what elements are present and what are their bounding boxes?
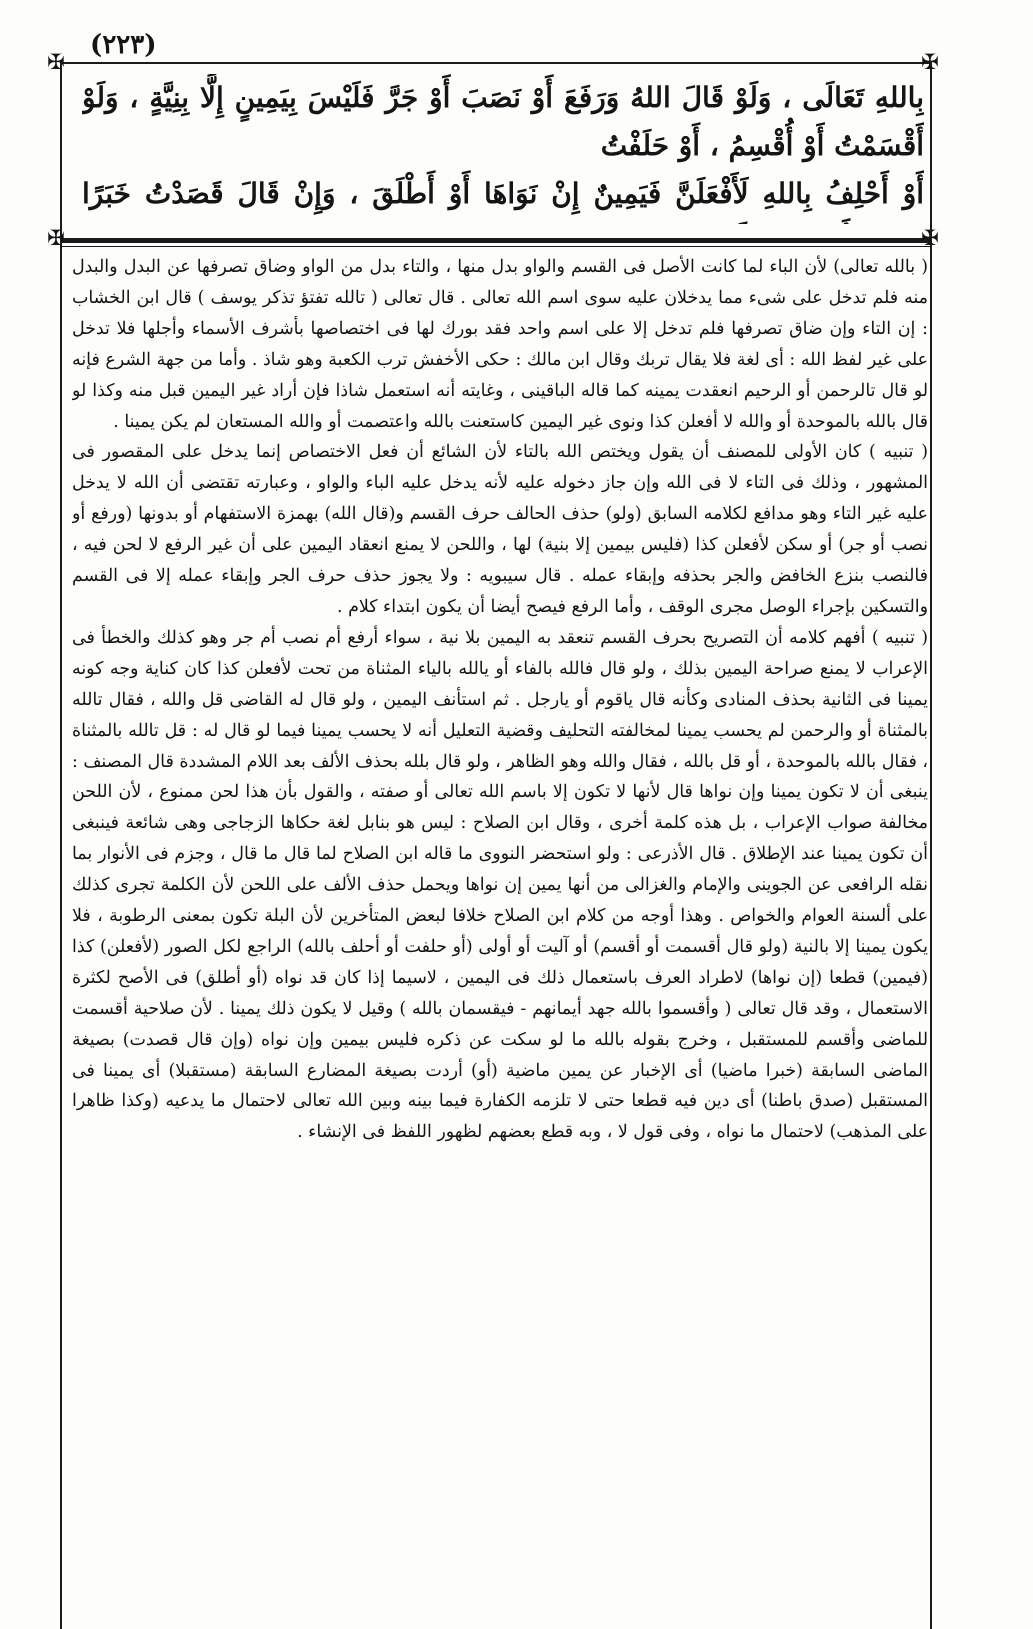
matn-line: أَوْ أَحْلِفُ بِاللهِ لَأَفْعَلَنَّ فَيَمِينٌ إِنْ نَوَاهَا أَوْ أَطْلَقَ ، وَإِنْ قَالَ قَصَدْتُ خَبَرًا — [82, 177, 924, 210]
divider-rule — [60, 238, 932, 243]
frame-left-rule — [60, 62, 62, 1629]
sharh-paragraph: ( تنبيه ) أفهم كلامه أن التصريح بحرف القسم تنعقد به اليمين بلا نية ، سواء أرفع أم نصب أم جر وهو كذلك والخطأ فى الإعراب لا يمنع صراحة اليمين بذلك ، ولو قال فالله بالفاء أو يالله بالياء المثناة من تحت لأفعلن كذا كان كناية وجه كونه يمينا فى الثانية بحذف المنادى وكأنه قال ياقوم أو يارجل . ثم استأنف اليمين ، ولو قال له القاضى قل والله ، فقال تالله بالمثناة أو والرحمن لم يحسب يمينا لمخالفته التحليف وقضية التعليل أنه لا يحسب يمينا فيما لو قال له : قل تالله بالمثناة ، فقال بالله بالموحدة ، أو قل بالله ، فقال والله وهو الظاهر ، ولو قال بلله بحذف الألف بعد اللام المشددة قال المصنف : ينبغى أن لا تكون يمينا وإن نواها قال لأنها لا تكون إلا باسم الله تعالى أو صفته ، والقول بأن هذا لحن ممنوع ، لأن اللحن مخالفة صواب الإعراب ، بل هذه كلمة أخرى ، وقال ابن الصلاح : ليس هو بنابل لغة حكاها الزجاجى وهى شائعة فينبغى أن تكون يمينا عند الإطلاق . قال الأذرعى : ولو استحضر النووى ما قاله ابن الصلاح لما قال ما قال ، وجزم فى الأنوار بما نقله الرافعى عن الجوينى والإمام والغزالى من أنها يمين إن نواها ويحمل حذف الألف على اللحن لأن الكلمة تجرى كذلك على ألسنة العوام والخواص . وهذا أوجه من كلام ابن الصلاح خلافا لبعض المتأخرين لأن البلة تكون بمعنى الرطوبة ، فلا يكون يمينا إلا بالنية (ولو قال أقسمت أو أقسم) أو آليت أو أولى (أو حلفت أو أحلف بالله) الراجع لكل الصور (لأفعلن) كذا (فيمين) قطعا (إن نواها) لاطراد العرف باستعمال ذلك فى اليمين ، لاسيما إذا كان قد نواه (أو أطلق) فى الأصح لكثرة الاستعمال ، وقد قال تعالى ( وأقسموا بالله جهد أيمانهم - فيقسمان بالله ) وقيل لا يكون ذلك يمينا . لأن صلاحية أقسمت للماضى وأقسم للمستقبل ، وخرج بقوله بالله ما لو سكت عن ذكره فليس بيمين وإن نواه (وإن قال قصدت) بصيغة الماضى السابقة (خبرا ماضيا) أى الإخبار عن يمين ماضية (أو) أردت بصيغة المضارع السابقة (مستقبلا) أى يمينا فى المستقبل (صدق باطنا) أى دين فيه قطعا حتى لا تلزمه الكفارة فيما بينه وبين الله تعالى لاحتمال ما يدعيه (وكذا ظاهرا على المذهب) لاحتمال ما نواه ، وفى قول لا ، وبه قطع بعضهم لظهور اللفظ فى الإنشاء . — [72, 627, 928, 1143]
corner-ornament-icon: ✠ — [921, 226, 939, 250]
page-number: (٢٢٣) — [90, 30, 157, 60]
corner-ornament-icon: ✠ — [47, 226, 65, 250]
sharh-paragraph: ( بالله تعالى) لأن الباء لما كانت الأصل فى القسم والواو بدل منها ، والتاء بدل من الواو وضاق تصرفها عن البدل والبدل منه فلم تدخل على شىء مما يدخلان عليه سوى اسم الله تعالى . قال تعالى ( تالله تفتؤ تذكر يوسف ) قال ابن الخشاب : إن التاء وإن ضاق تصرفها فلم تدخل إلا على اسم واحد فقد بورك لها فى اختصاصها بأشرف الأسماء وأجلها فلا تدخل على غير لفظ الله : أى لغة فلا يقال تربك وقال ابن مالك : حكى الأخفش ترب الكعبة وهو شاذ . وأما من جهة الشرع فإنه لو قال تالرحمن أو الرحيم انعقدت يمينه كما قاله الباقينى ، وغايته أنه استعمل شاذا فإن أراد غير اليمين قبل منه وكذا لو قال بالله بالموحدة أو والله لا أفعلن كذا ونوى غير اليمين كاستعنت بالله واعتصمت أو والله المستعان لم يكن يمينا . — [72, 257, 928, 432]
corner-ornament-icon: ✠ — [47, 50, 65, 74]
corner-ornament-icon: ✠ — [921, 50, 939, 74]
sharh-text — [72, 252, 928, 1602]
sharh-paragraph: ( تنبيه ) كان الأولى للمصنف أن يقول ويختص الله بالتاء لأن الشائع أن فعل الاختصاص إنما يدخل على المقصور فى المشهور ، وذلك فى التاء لا فى الله وإن جاز دخوله عليه لأنه يدخل عليه الباء والواو ، وعبارته تقتضى أن الله لا يدخل عليه غير التاء وهو مدافع لكلامه السابق (ولو) حذف الحالف حرف القسم و(قال الله) بهمزة الاستفهام أو بدونها (ورفع أو نصب أو جر) أو سكن لأفعلن كذا (فليس بيمين إلا بنية) لها ، واللحن لا يمنع انعقاد اليمين على أن غير الرفع لا لحن فيه ، فالنصب بنزع الخافض والجر بحذفه وإبقاء عمله . قال سيبويه : ولا يجوز حذف حرف الجر وإبقاء عمله إلا فى القسم والتسكين بإجراء الوصل مجرى الوقف ، وأما الرفع فيصح أيضا أن يكون ابتداء كلام . — [72, 442, 928, 617]
frame-right-rule — [930, 62, 932, 1629]
frame-top-rule — [60, 62, 932, 64]
matn-line: بِاللهِ تَعَالَى ، وَلَوْ قَالَ اللهُ وَرَفَعَ أَوْ نَصَبَ أَوْ جَرَّ فَلَيْسَ بِيَمِينٍ إِلَّا بِنِيَّةٍ ، وَلَوْ أَقْسَمْتُ أَوْ أُقْسِمُ ، أَوْ حَلَفْتُ — [82, 81, 924, 162]
matn-text — [82, 74, 924, 224]
divider-rule-thin — [60, 246, 932, 247]
